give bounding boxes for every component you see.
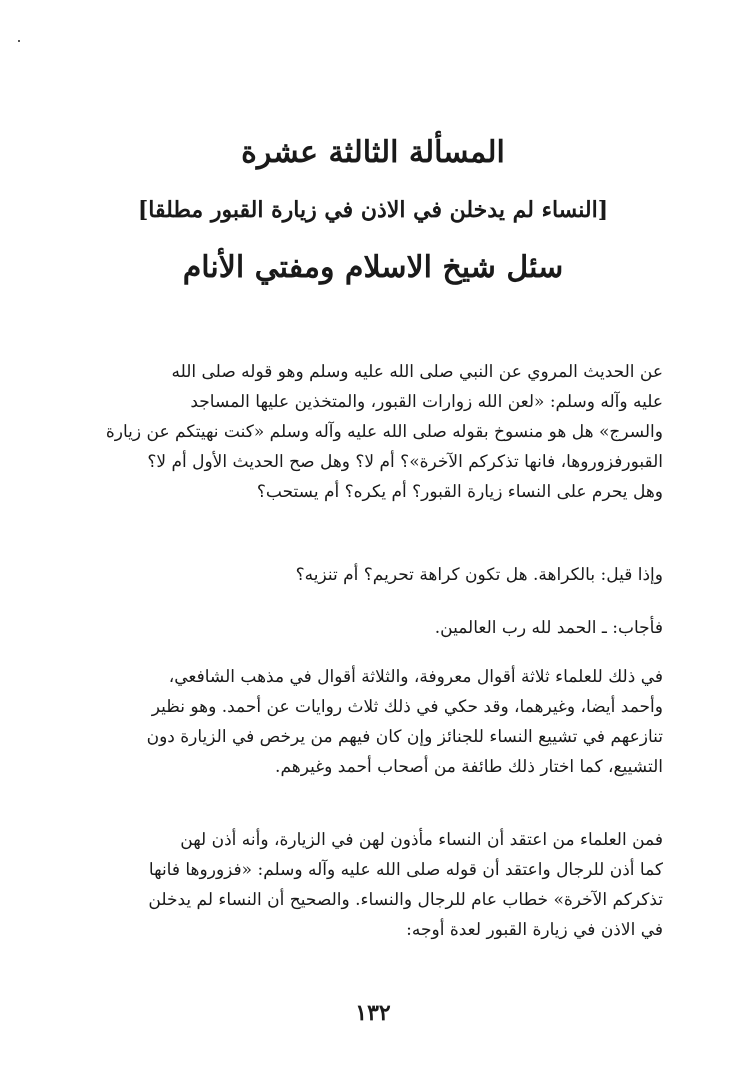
text-line: وأحمد أيضا، وغيرهما، وقد حكي في ذلك ثلاث روايات عن أحمد. وهو نظير [151,697,663,717]
chapter-title: المسألة الثالثة عشرة [241,135,505,170]
text-line: وإذا قيل: بالكراهة. هل تكون كراهة تحريم؟ أم تنزيه؟ [295,565,663,585]
permission-paragraph [60,825,663,945]
answer-intro-paragraph [60,613,663,643]
question-paragraph [60,357,663,507]
text-line: في ذلك للعلماء ثلاثة أقوال معروفة، والثلاثة أقوال في مذهب الشافعي، [168,667,663,687]
text-line: عن الحديث المروي عن النبي صلى الله عليه وسلم وهو قوله صلى الله [171,362,663,382]
text-line: تنازعهم في تشييع النساء للجنائز وإن كان فيهم من يرخص في الزيارة دون [146,727,663,747]
asked-heading: سئل شيخ الاسلام ومفتي الأنام [182,250,564,285]
text-line: عليه وآله وسلم: «لعن الله زوارات القبور، والمتخذين عليها المساجد [190,392,663,412]
text-line: والسرج» هل هو منسوخ بقوله صلى الله عليه وآله وسلم «كنت نهيتكم عن زيارة [105,422,663,442]
text-line: في الاذن في زيارة القبور لعدة أوجه: [406,920,663,940]
opinions-paragraph [60,662,663,782]
text-line: وهل يحرم على النساء زيارة القبور؟ أم يكره؟ أم يستحب؟ [256,482,663,502]
text-line: فأجاب: ـ الحمد لله رب العالمين. [434,618,663,638]
chapter-subtitle: [النساء لم يدخلن في الاذن في زيارة القبور مطلقا] [137,197,609,223]
text-line: فمن العلماء من اعتقد أن النساء مأذون لهن في الزيارة، وأنه أذن لهن [180,830,663,850]
text-line: التشييع، كما اختار ذلك طائفة من أصحاب أحمد وغيرهم. [275,757,663,777]
text-line: القبورفزوروها، فانها تذكركم الآخرة»؟ أم لا؟ وهل صح الحديث الأول أم لا؟ [147,452,663,472]
scan-edge-mark [18,40,20,42]
if-said-paragraph [60,560,663,590]
text-line: كما أذن للرجال واعتقد أن قوله صلى الله عليه وآله وسلم: «فزوروها فانها [148,860,663,880]
text-line: تذكركم الآخرة» خطاب عام للرجال والنساء. والصحيح أن النساء لم يدخلن [148,890,663,910]
page-number: ١٣٢ [355,1000,391,1026]
